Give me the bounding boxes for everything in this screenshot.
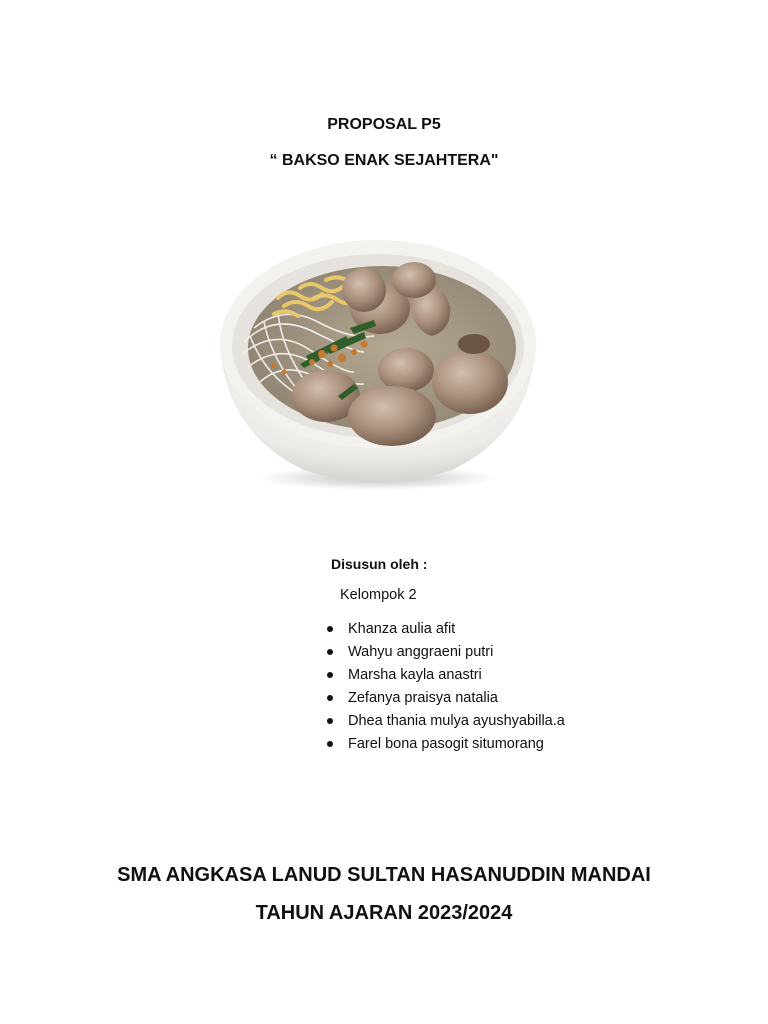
- member-name: Zefanya praisya natalia: [348, 690, 498, 706]
- bullet-icon: [327, 718, 333, 724]
- document-subtitle: “ BAKSO ENAK SEJAHTERA": [269, 152, 499, 169]
- group-name: Kelompok 2: [340, 587, 417, 603]
- list-item: [322, 712, 565, 735]
- member-list: [322, 620, 565, 758]
- member-name: Marsha kayla anastri: [348, 667, 482, 683]
- member-name: Dhea thania mulya ayushyabilla.a: [348, 713, 565, 729]
- school-name: SMA ANGKASA LANUD SULTAN HASANUDDIN MANDAI: [117, 864, 651, 886]
- bullet-icon: [327, 672, 333, 678]
- member-name: Khanza aulia afit: [348, 621, 456, 637]
- byline-label: Disusun oleh :: [331, 556, 428, 572]
- academic-year: TAHUN AJARAN 2023/2024: [255, 902, 513, 924]
- list-item: [322, 643, 565, 666]
- list-item: [322, 735, 565, 758]
- bullet-icon: [327, 695, 333, 701]
- document-title: PROPOSAL P5: [327, 116, 441, 133]
- list-item: [322, 689, 565, 712]
- bullet-icon: [327, 626, 333, 632]
- member-name: Wahyu anggraeni putri: [348, 644, 494, 660]
- list-item: [322, 620, 565, 643]
- list-item: [322, 666, 565, 689]
- bullet-icon: [327, 649, 333, 655]
- bullet-icon: [327, 741, 333, 747]
- member-name: Farel bona pasogit situmorang: [348, 736, 544, 752]
- bakso-bowl-image: [214, 232, 542, 494]
